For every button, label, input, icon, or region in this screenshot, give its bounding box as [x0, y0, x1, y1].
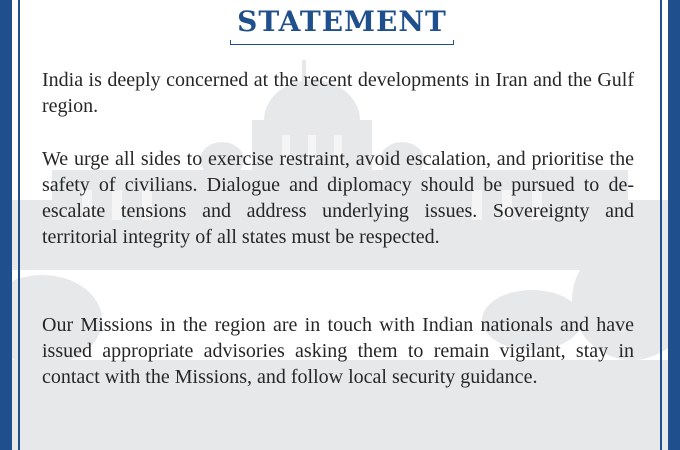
paragraph-concern: India is deeply concerned at the recent developments in Iran and the Gulf region. — [42, 69, 634, 117]
statement-content — [12, 0, 668, 450]
title-block — [230, 0, 454, 45]
statement-panel — [12, 0, 668, 450]
paragraph-restraint: We urge all sides to exercise restraint, avoid escalation, and prioritise the safety of civilians. Dialogue and diplomacy should be pursued to de-escalate tensions and address underlying issues. Sovereignty and territorial integrity of all states must be respected. — [42, 148, 634, 248]
paragraph-missions: Our Missions in the region are in touch with Indian nationals and have issued appropriate advisories asking them to remain vigilant, stay in contact with the Missions, and follow local security guidance. — [42, 314, 634, 388]
page-title: STATEMENT — [237, 5, 447, 38]
title-underline — [230, 40, 454, 45]
